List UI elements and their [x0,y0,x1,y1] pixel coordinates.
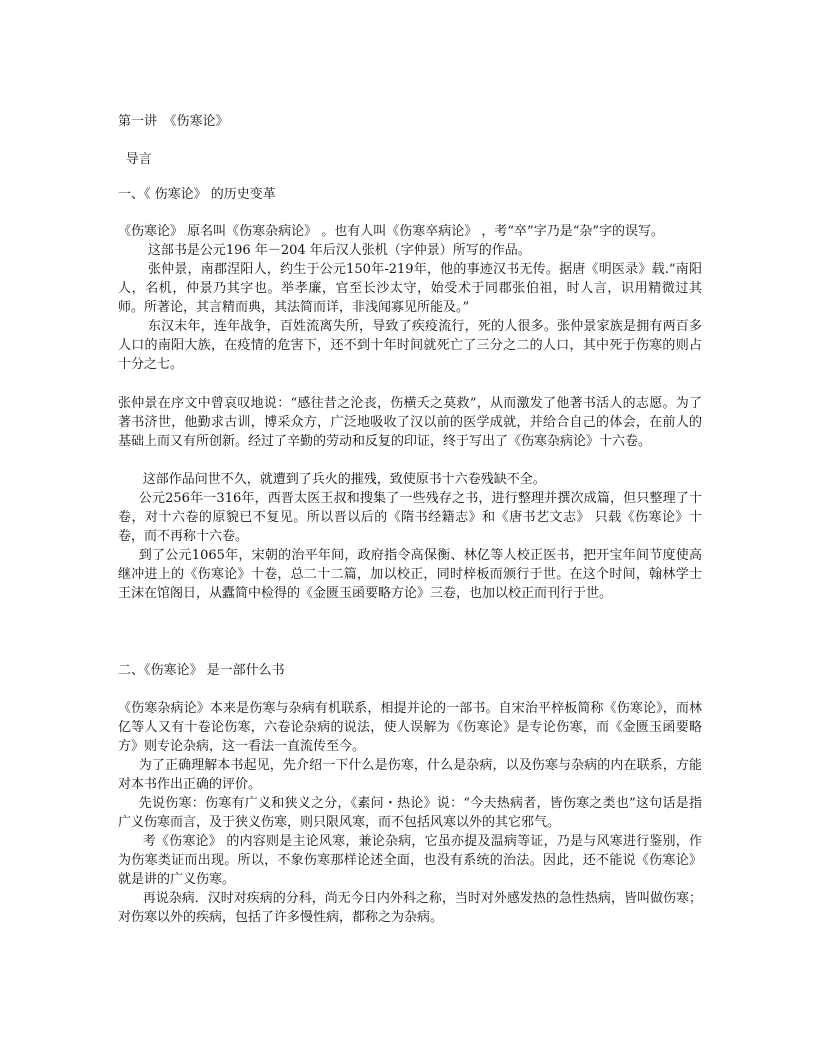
section1-paragraph: 张仲景，南郡涅阳人，约生于公元150年-219年，他的事迹汉书无传。据唐《明医录》载.“南阳人，名机，仲景乃其字也。举孝廉，官至长沙太守，始受术于同郡张伯祖，时人言，识用精微过其师。所著论，其言精而典，其法简而详，非浅闻寡见所能及。” [118,262,702,315]
section1-paragraph: 到了公元1065年，宋朝的治平年间，政府指令高保衡、林亿等人校正医书，把开宝年间节度使高继冲进上的《伤寒论》十卷，总二十二篇，加以校正，同时梓板而颁行于世。在这个时间，翰林学士王沫在馆阁日，从蠹简中检得的《金匮玉函要略方论》三卷，也加以校正而刊行于世。 [118,548,702,601]
intro-heading: 导言 [125,152,152,167]
section1-paragraph: 这部书是公元196 年－204 年后汉人张机（字仲景）所写的作品。 [147,243,531,258]
section1-paragraph: 东汉末年，连年战争，百姓流离失所，导致了疾疫流行，死的人很多。张仲景家族是拥有两百多人口的南阳大族，在疫情的危害下，还不到十年时间就死亡了三分之二的人口，其中死于伤寒的则占十分之七。 [118,319,702,372]
section1-paragraph: 《伤寒论》 原名叫《伤寒杂病论》 。也有人叫《伤寒卒病论》 ，考“卒”字乃是“杂”字的误写。 [118,224,664,239]
section1-paragraph: 公元256年一316年，西晋太医王叔和搜集了一些残存之书，进行整理并撰次成篇，但只整理了十卷，对十六卷的原貌已不复见。所以晋以后的《隋书经籍志》和《唐书艺文志》 只载《伤寒论》十卷，而不再称十六卷。 [118,491,702,544]
section2-paragraph: 《伤寒杂病论》本来是伤寒与杂病有机联系，相提并论的一部书。自宋治平梓板简称《伤寒论》，而林亿等人又有十卷论伤寒，六卷论杂病的说法，使人误解为《伤寒论》是专论伤寒，而《金匮玉函要略方》则专论杂病，这一看法一直流传至今。 [118,701,702,754]
section1-paragraph: 这部作品问世不久，就遭到了兵火的摧残，致使原书十六卷残缺不全。 [142,472,546,487]
lecture-title: 第一讲 《伤寒论》 [118,114,229,129]
section2-paragraph: 考《伤寒论》 的内容则是主论风寒，兼论杂病，它虽亦提及温病等证，乃是与风寒进行鉴别，作为伤寒类证而出现。所以，不象伤寒那样论述全面，也没有系统的治法。因此，还不能说《伤寒论》就是讲的广义伤寒。 [118,834,702,887]
section2-paragraph: 先说伤寒：伤寒有广义和狭义之分，《素问・热论》说：“今夫热病者，皆伤寒之类也”这句话是指广义伤寒而言，及于狭义伤寒，则只限风寒，而不包括风寒以外的其它邪气。 [118,796,702,830]
document-page [118,112,702,927]
section1-heading: 一、《 伤寒论》 的历史变革 [118,187,276,202]
section2-paragraph: 再说杂病．汉时对疾病的分科，尚无今日内外科之称，当时对外感发热的急性热病，皆叫做伤寒；对伤寒以外的疾病，包括了许多慢性病，都称之为杂病。 [118,891,702,925]
section2-paragraph: 为了正确理解本书起见，先介绍一下什么是伤寒，什么是杂病，以及伤寒与杂病的内在联系，方能对本书作出正确的评价。 [118,758,702,792]
section2-heading: 二、《伤寒论》 是一部什么书 [118,663,285,678]
section1-paragraph: 张仲景在序文中曾哀叹地说：“感往昔之沦丧，伤横夭之莫救”，从而激发了他著书活人的志愿。为了著书济世，他勤求古训，博采众方，广泛地吸收了汉以前的医学成就，并给合自己的体会，在前人的基础上而又有所创新。经过了辛勤的劳动和反复的印证，终于写出了《伤寒杂病论》十六卷。 [118,396,702,449]
